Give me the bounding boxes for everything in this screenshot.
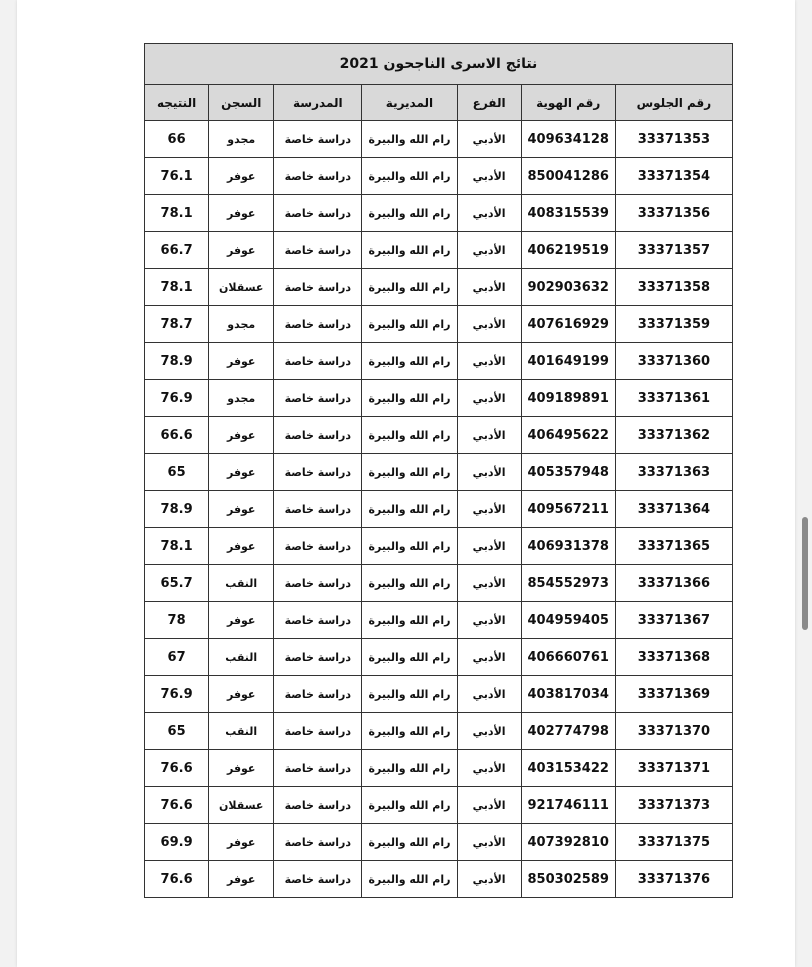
cell-result: 78.1 (145, 528, 209, 565)
cell-school: دراسة خاصة (274, 787, 362, 824)
cell-directorate: رام الله والبيرة (362, 380, 457, 417)
cell-branch: الأدبي (457, 861, 521, 898)
cell-directorate: رام الله والبيرة (362, 269, 457, 306)
cell-id-number: 407616929 (521, 306, 615, 343)
cell-id-number: 409189891 (521, 380, 615, 417)
cell-result: 78.7 (145, 306, 209, 343)
cell-school: دراسة خاصة (274, 713, 362, 750)
cell-school: دراسة خاصة (274, 417, 362, 454)
table-row (145, 417, 733, 454)
cell-seat-number: 33371353 (615, 121, 732, 158)
cell-school: دراسة خاصة (274, 380, 362, 417)
cell-seat-number: 33371370 (615, 713, 732, 750)
cell-branch: الأدبي (457, 491, 521, 528)
cell-id-number: 406495622 (521, 417, 615, 454)
cell-school: دراسة خاصة (274, 565, 362, 602)
cell-branch: الأدبي (457, 750, 521, 787)
cell-directorate: رام الله والبيرة (362, 528, 457, 565)
table-row (145, 565, 733, 602)
cell-school: دراسة خاصة (274, 343, 362, 380)
table-row (145, 195, 733, 232)
cell-id-number: 409567211 (521, 491, 615, 528)
cell-directorate: رام الله والبيرة (362, 602, 457, 639)
cell-branch: الأدبي (457, 602, 521, 639)
cell-result: 78.1 (145, 269, 209, 306)
cell-seat-number: 33371365 (615, 528, 732, 565)
cell-prison: مجدو (209, 306, 274, 343)
cell-directorate: رام الله والبيرة (362, 639, 457, 676)
table-row (145, 861, 733, 898)
cell-school: دراسة خاصة (274, 195, 362, 232)
cell-branch: الأدبي (457, 639, 521, 676)
cell-id-number: 406931378 (521, 528, 615, 565)
cell-school: دراسة خاصة (274, 269, 362, 306)
cell-id-number: 902903632 (521, 269, 615, 306)
cell-branch: الأدبي (457, 713, 521, 750)
cell-result: 76.9 (145, 380, 209, 417)
cell-result: 76.9 (145, 676, 209, 713)
cell-result: 66.6 (145, 417, 209, 454)
cell-prison: عوفر (209, 195, 274, 232)
cell-prison: عوفر (209, 417, 274, 454)
cell-branch: الأدبي (457, 269, 521, 306)
cell-prison: عوفر (209, 861, 274, 898)
cell-id-number: 850302589 (521, 861, 615, 898)
cell-prison: عوفر (209, 528, 274, 565)
cell-prison: عوفر (209, 491, 274, 528)
cell-id-number: 921746111 (521, 787, 615, 824)
cell-prison: مجدو (209, 380, 274, 417)
cell-result: 69.9 (145, 824, 209, 861)
cell-seat-number: 33371363 (615, 454, 732, 491)
cell-id-number: 407392810 (521, 824, 615, 861)
cell-seat-number: 33371358 (615, 269, 732, 306)
cell-directorate: رام الله والبيرة (362, 417, 457, 454)
cell-directorate: رام الله والبيرة (362, 121, 457, 158)
cell-prison: النقب (209, 639, 274, 676)
cell-result: 66 (145, 121, 209, 158)
table-row (145, 380, 733, 417)
cell-seat-number: 33371364 (615, 491, 732, 528)
cell-result: 66.7 (145, 232, 209, 269)
table-row (145, 121, 733, 158)
cell-school: دراسة خاصة (274, 454, 362, 491)
cell-branch: الأدبي (457, 454, 521, 491)
cell-branch: الأدبي (457, 787, 521, 824)
cell-branch: الأدبي (457, 343, 521, 380)
cell-seat-number: 33371354 (615, 158, 732, 195)
cell-prison: عسقلان (209, 269, 274, 306)
cell-result: 65.7 (145, 565, 209, 602)
table-row (145, 269, 733, 306)
header-branch: الفرع (457, 85, 521, 121)
header-directorate: المديرية (362, 85, 457, 121)
table-row (145, 824, 733, 861)
cell-prison: عوفر (209, 158, 274, 195)
cell-branch: الأدبي (457, 417, 521, 454)
cell-directorate: رام الله والبيرة (362, 454, 457, 491)
cell-seat-number: 33371356 (615, 195, 732, 232)
table-row (145, 343, 733, 380)
cell-directorate: رام الله والبيرة (362, 195, 457, 232)
cell-result: 76.6 (145, 787, 209, 824)
cell-school: دراسة خاصة (274, 676, 362, 713)
table-row (145, 454, 733, 491)
cell-directorate: رام الله والبيرة (362, 491, 457, 528)
cell-branch: الأدبي (457, 676, 521, 713)
cell-directorate: رام الله والبيرة (362, 824, 457, 861)
cell-prison: مجدو (209, 121, 274, 158)
cell-school: دراسة خاصة (274, 491, 362, 528)
table-row (145, 158, 733, 195)
cell-seat-number: 33371376 (615, 861, 732, 898)
cell-directorate: رام الله والبيرة (362, 713, 457, 750)
cell-result: 78 (145, 602, 209, 639)
cell-school: دراسة خاصة (274, 232, 362, 269)
cell-directorate: رام الله والبيرة (362, 158, 457, 195)
table-row (145, 676, 733, 713)
cell-seat-number: 33371361 (615, 380, 732, 417)
cell-directorate: رام الله والبيرة (362, 861, 457, 898)
table-row (145, 491, 733, 528)
table-title: نتائج الاسرى الناجحون 2021 (145, 44, 733, 85)
cell-directorate: رام الله والبيرة (362, 306, 457, 343)
cell-branch: الأدبي (457, 195, 521, 232)
cell-prison: عوفر (209, 750, 274, 787)
cell-school: دراسة خاصة (274, 306, 362, 343)
cell-seat-number: 33371373 (615, 787, 732, 824)
cell-seat-number: 33371360 (615, 343, 732, 380)
results-table (144, 43, 733, 898)
cell-id-number: 854552973 (521, 565, 615, 602)
header-result: النتيجه (145, 85, 209, 121)
cell-seat-number: 33371367 (615, 602, 732, 639)
cell-prison: عوفر (209, 602, 274, 639)
header-row (145, 85, 733, 121)
cell-prison: عوفر (209, 676, 274, 713)
table-row (145, 306, 733, 343)
cell-seat-number: 33371362 (615, 417, 732, 454)
header-prison: السجن (209, 85, 274, 121)
cell-id-number: 406660761 (521, 639, 615, 676)
cell-result: 65 (145, 454, 209, 491)
cell-result: 78.9 (145, 491, 209, 528)
cell-id-number: 850041286 (521, 158, 615, 195)
cell-result: 78.1 (145, 195, 209, 232)
vertical-scrollbar[interactable] (802, 517, 808, 630)
cell-id-number: 403153422 (521, 750, 615, 787)
cell-directorate: رام الله والبيرة (362, 787, 457, 824)
cell-school: دراسة خاصة (274, 121, 362, 158)
header-school: المدرسة (274, 85, 362, 121)
cell-seat-number: 33371375 (615, 824, 732, 861)
cell-prison: النقب (209, 565, 274, 602)
cell-result: 65 (145, 713, 209, 750)
cell-prison: عوفر (209, 454, 274, 491)
table-body (145, 121, 733, 898)
cell-directorate: رام الله والبيرة (362, 750, 457, 787)
cell-id-number: 403817034 (521, 676, 615, 713)
cell-prison: عوفر (209, 824, 274, 861)
cell-school: دراسة خاصة (274, 824, 362, 861)
cell-id-number: 404959405 (521, 602, 615, 639)
cell-prison: عوفر (209, 343, 274, 380)
cell-prison: عوفر (209, 232, 274, 269)
cell-school: دراسة خاصة (274, 528, 362, 565)
cell-seat-number: 33371366 (615, 565, 732, 602)
cell-seat-number: 33371369 (615, 676, 732, 713)
cell-branch: الأدبي (457, 158, 521, 195)
document-page (17, 0, 795, 967)
cell-id-number: 401649199 (521, 343, 615, 380)
table-row (145, 787, 733, 824)
cell-id-number: 405357948 (521, 454, 615, 491)
cell-branch: الأدبي (457, 824, 521, 861)
cell-school: دراسة خاصة (274, 158, 362, 195)
table-row (145, 602, 733, 639)
cell-branch: الأدبي (457, 380, 521, 417)
cell-branch: الأدبي (457, 232, 521, 269)
cell-school: دراسة خاصة (274, 861, 362, 898)
header-id-number: رقم الهوية (521, 85, 615, 121)
table-row (145, 232, 733, 269)
cell-branch: الأدبي (457, 528, 521, 565)
cell-result: 76.6 (145, 750, 209, 787)
cell-branch: الأدبي (457, 121, 521, 158)
cell-directorate: رام الله والبيرة (362, 343, 457, 380)
cell-seat-number: 33371368 (615, 639, 732, 676)
cell-directorate: رام الله والبيرة (362, 232, 457, 269)
cell-directorate: رام الله والبيرة (362, 565, 457, 602)
table-row (145, 713, 733, 750)
cell-prison: النقب (209, 713, 274, 750)
cell-prison: عسقلان (209, 787, 274, 824)
cell-id-number: 409634128 (521, 121, 615, 158)
table-row (145, 639, 733, 676)
cell-school: دراسة خاصة (274, 602, 362, 639)
cell-id-number: 402774798 (521, 713, 615, 750)
cell-school: دراسة خاصة (274, 639, 362, 676)
cell-seat-number: 33371359 (615, 306, 732, 343)
cell-id-number: 408315539 (521, 195, 615, 232)
cell-result: 76.6 (145, 861, 209, 898)
cell-seat-number: 33371357 (615, 232, 732, 269)
cell-result: 67 (145, 639, 209, 676)
cell-branch: الأدبي (457, 306, 521, 343)
table-row (145, 750, 733, 787)
cell-id-number: 406219519 (521, 232, 615, 269)
cell-seat-number: 33371371 (615, 750, 732, 787)
cell-directorate: رام الله والبيرة (362, 676, 457, 713)
cell-school: دراسة خاصة (274, 750, 362, 787)
table-row (145, 528, 733, 565)
cell-branch: الأدبي (457, 565, 521, 602)
header-seat-number: رقم الجلوس (615, 85, 732, 121)
cell-result: 76.1 (145, 158, 209, 195)
cell-result: 78.9 (145, 343, 209, 380)
